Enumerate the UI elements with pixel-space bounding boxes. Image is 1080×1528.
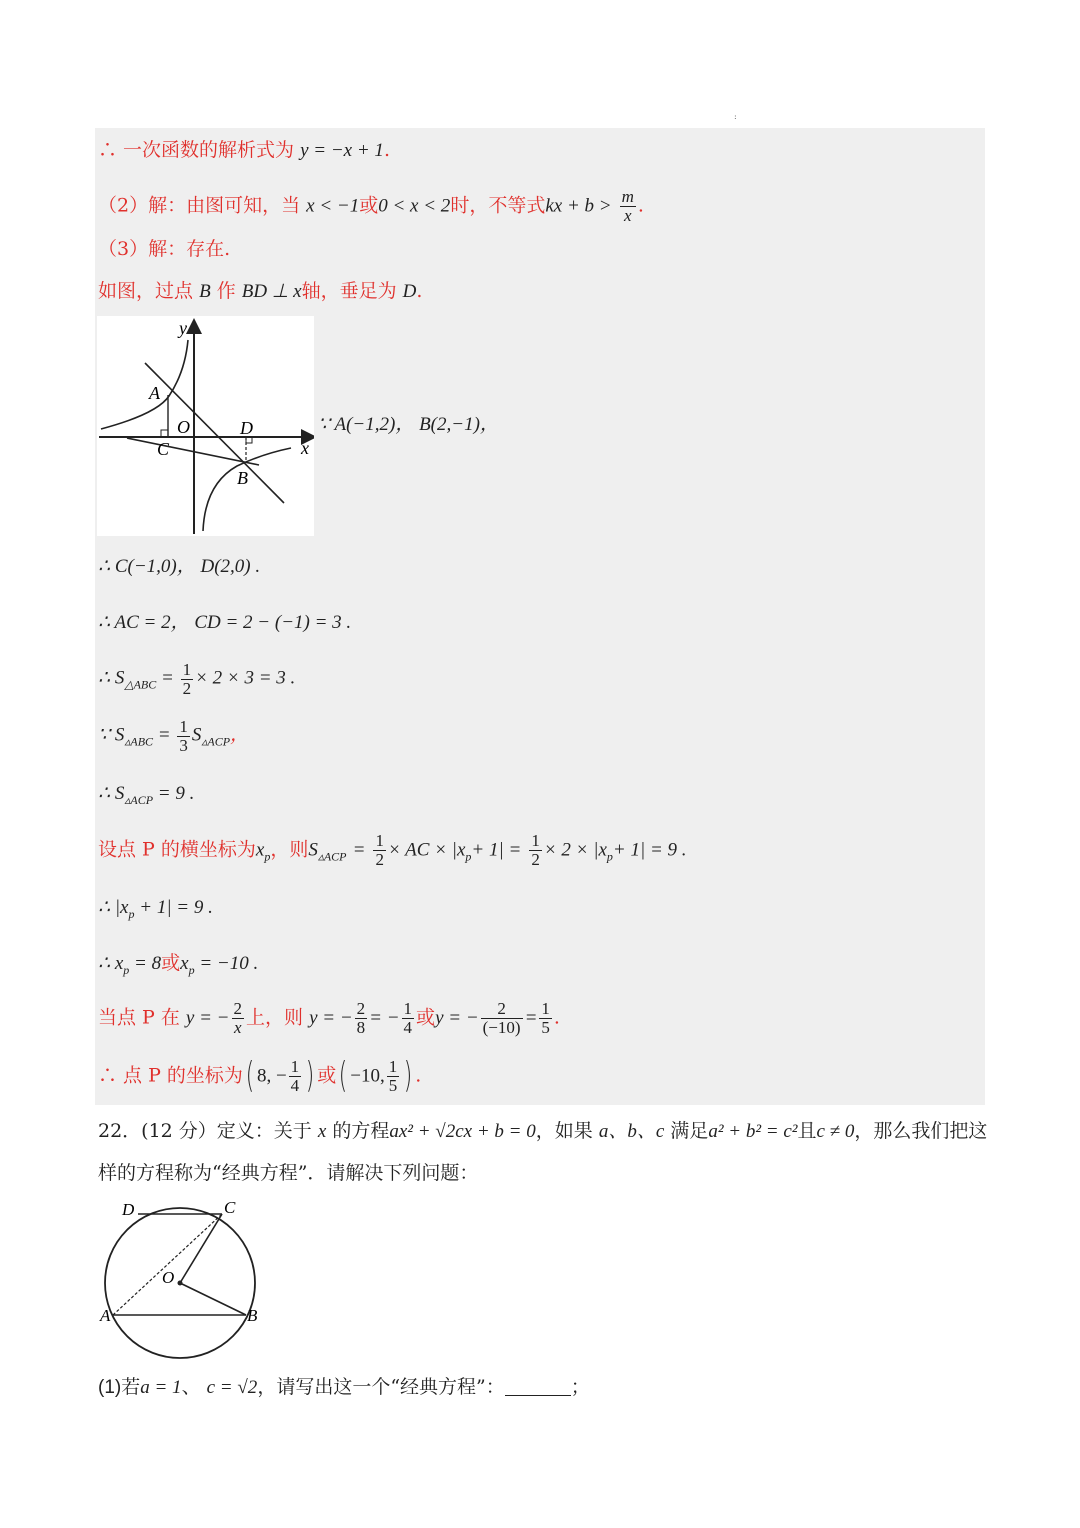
math: = − (369, 1007, 400, 1029)
fraction: $\frac{1}{4}$ (403, 999, 413, 1037)
text: 如图，过点 (98, 280, 194, 302)
math: + 1| = 9 . (139, 897, 213, 918)
solution-line-5: ∵ A(−1,2)， B(2,−1)， (318, 414, 499, 435)
text: 22．(12 分）定义：关于 (98, 1120, 312, 1142)
subscript: ▵ABC (124, 734, 154, 749)
text: 轴，垂足为 (301, 280, 397, 302)
subscript: ▵ACP (317, 849, 347, 864)
subscript: p (123, 963, 130, 977)
label-y: y (179, 318, 187, 338)
math: B (199, 281, 211, 302)
solution-line-11 (98, 832, 687, 869)
text: 、 (181, 1376, 201, 1398)
fraction: $\frac{1}{2}$ (375, 831, 384, 869)
math: y = − (309, 1007, 353, 1029)
text: 满足 (670, 1120, 709, 1142)
text: 作 (216, 280, 236, 302)
math: 8, − (256, 1065, 287, 1087)
label-D: D (240, 418, 253, 438)
text: （2）解：由图可知，当 (98, 194, 301, 217)
text: (1)若 (98, 1377, 141, 1398)
math: ∵ S (98, 724, 125, 746)
fraction: $\frac{m}{x}$ (621, 187, 634, 225)
text: ，如果 (535, 1120, 593, 1142)
math: kx + b > (545, 195, 612, 217)
fraction: $\frac{1}{2}$ (531, 831, 540, 869)
question-22-sub-1 (98, 1372, 590, 1399)
fraction: $\frac{2}{8}$ (356, 999, 366, 1037)
solution-line-8 (98, 661, 295, 698)
fraction: $\frac{1}{2}$ (182, 660, 192, 698)
math: × 2 × 3 = 3 . (195, 667, 296, 689)
label-B: B (247, 1306, 258, 1325)
solution-line-12 (98, 898, 213, 920)
label-A: A (149, 383, 160, 403)
question-22-line-1 (98, 1116, 987, 1143)
solution-line-7: ∴ AC = 2， CD = 2 − (−1) = 3 . (98, 612, 352, 633)
text: ∴ 点 P 的坐标为 (98, 1064, 243, 1087)
solution-line-15: ∴ 点 P 的坐标为( 8, − $\frac{1}{4}$ ) 或( −10, $\frac{1}{5}$ ) . (98, 1055, 422, 1097)
label-D: D (122, 1200, 135, 1219)
text: 当点 P 在 (98, 1006, 180, 1029)
text: ， (230, 724, 250, 746)
label-C: C (157, 439, 170, 459)
right-angle-C (161, 430, 168, 437)
solution-line-10 (98, 784, 194, 806)
fraction: $\frac{1}{5}$ (541, 999, 550, 1037)
math: 0 < x < 2 (378, 195, 451, 217)
math: + 1| = 9 . (612, 839, 687, 861)
math: a = 1 (140, 1377, 182, 1398)
subscript: p (606, 849, 613, 864)
solution-line-1: ∴ 一次函数的解析式为 y = −x + 1. (98, 139, 390, 161)
math: × AC × |x (387, 839, 466, 861)
subscript: △ABC (124, 677, 157, 692)
math: x (317, 1121, 327, 1142)
text: 且 (797, 1120, 817, 1142)
text: . (415, 1064, 422, 1087)
math: x (255, 839, 265, 861)
math: y = − (185, 1007, 230, 1029)
subscript: p (264, 849, 271, 864)
math: c ≠ 0 (816, 1121, 855, 1142)
math: = (157, 724, 171, 746)
math: ∴ S (98, 667, 125, 689)
solution-line-13 (98, 954, 258, 976)
circle-diagram (96, 1195, 266, 1365)
label-x: x (301, 438, 309, 458)
radius-OB (180, 1283, 246, 1315)
fraction: $\frac{2}{x}$ (233, 999, 242, 1037)
label-A: A (100, 1306, 111, 1325)
linear-function-line (145, 363, 284, 503)
math: = 8 (134, 953, 162, 974)
text: 设点 P 的横坐标为 (98, 838, 256, 861)
subscript: p (128, 907, 135, 921)
solution-line-9 (98, 718, 249, 755)
text: ； (570, 1376, 590, 1398)
math: ∴ S (98, 783, 125, 804)
text: 或 (416, 1006, 436, 1029)
math: a、b、c (598, 1121, 665, 1142)
function-graph (97, 316, 314, 536)
math: S (191, 724, 202, 746)
math: BD ⊥ x (241, 281, 302, 302)
text: ，请写出这一个“经典方程”： (257, 1376, 505, 1398)
hyperbola-right-branch (203, 448, 291, 531)
math: + 1| = (471, 839, 522, 861)
math: ax² + √2cx + b = 0 (389, 1121, 536, 1142)
solution-line-4: 如图，过点 B 作 BD ⊥ x轴，垂足为 D. (98, 280, 423, 302)
math: x (180, 953, 189, 974)
math: ∴ |x (98, 897, 129, 918)
label-C: C (224, 1198, 236, 1217)
math: y = − (435, 1007, 479, 1029)
label-O: O (162, 1268, 175, 1287)
radius-OC (180, 1214, 222, 1283)
answer-blank[interactable] (505, 1377, 571, 1396)
hyperbola-left-branch (101, 340, 188, 429)
question-22-line-2: 样的方程称为“经典方程”．请解决下列问题： (98, 1162, 479, 1184)
math: = 9 . (157, 783, 195, 804)
math: = (352, 839, 366, 861)
solution-line-14 (98, 1000, 560, 1037)
math: −10, (350, 1065, 385, 1087)
math: y = −x + 1 (300, 140, 384, 161)
math: D (402, 281, 417, 302)
text: 或 (317, 1064, 337, 1087)
subscript: ▵ACP (124, 793, 154, 807)
fraction: $\frac{1}{5}$ (388, 1057, 398, 1095)
subscript: ▵ACP (201, 734, 231, 749)
text: . (553, 1006, 560, 1029)
fraction: $\frac{1}{4}$ (290, 1057, 300, 1095)
text: 或 (359, 194, 379, 217)
math: ∴ x (98, 953, 124, 974)
center-point (178, 1281, 183, 1286)
text: ，那么我们把这 (854, 1120, 988, 1142)
text: ，则 (270, 838, 309, 861)
text: 上，则 (246, 1006, 304, 1029)
math: x < −1 (306, 195, 360, 217)
math: a² + b² = c² (708, 1121, 798, 1142)
text: 的方程 (332, 1120, 390, 1142)
diagonal-AC (113, 1214, 222, 1315)
fraction: $\frac{1}{3}$ (179, 717, 188, 755)
subscript: p (465, 849, 472, 864)
solution-line-2: （2）解：由图可知，当 x < −1或0 < x < 2时，不等式kx + b > $\frac{m}{x}$ . (98, 187, 644, 225)
page-mark: : (734, 112, 737, 121)
fraction: $\frac{2}{(-10)}$ (482, 999, 521, 1037)
subscript: p (188, 963, 195, 977)
label-O: O (177, 417, 190, 437)
math: = (161, 667, 174, 689)
math: = (524, 1007, 538, 1029)
solution-line-3: （3）解：存在. (98, 238, 231, 260)
text: 时，不等式 (450, 194, 546, 217)
text: 或 (161, 952, 181, 974)
math: S (308, 839, 318, 861)
text: ∴ 一次函数的解析式为 (98, 139, 295, 161)
math: c = √2 (206, 1377, 258, 1398)
math: × 2 × |x (543, 839, 607, 861)
math: = −10 . (199, 953, 259, 974)
label-B: B (237, 468, 248, 488)
solution-line-6: ∴ C(−1,0)， D(2,0) . (98, 556, 261, 577)
